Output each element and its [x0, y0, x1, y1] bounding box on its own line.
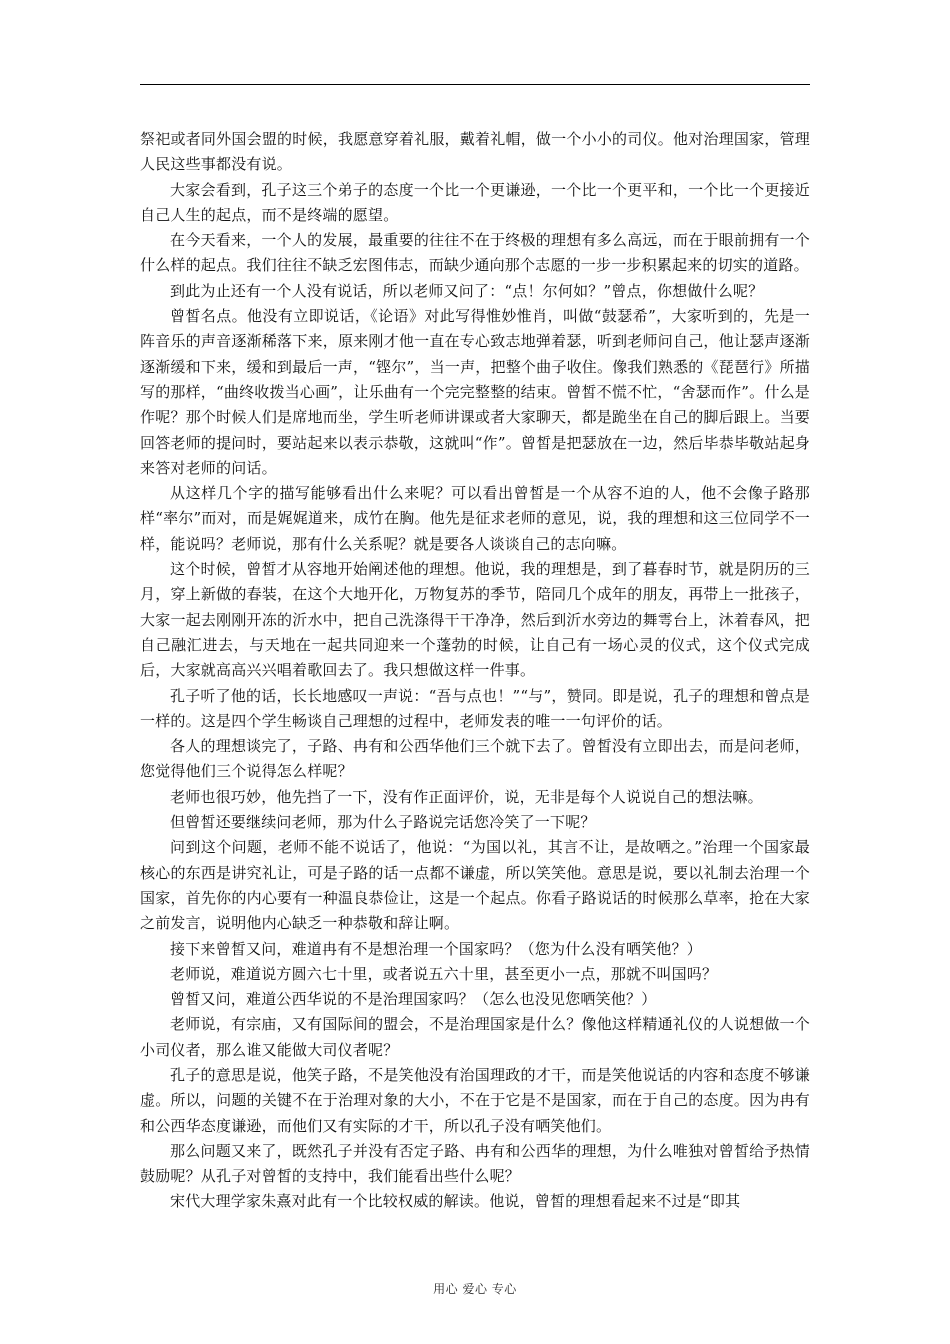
paragraph: 各人的理想谈完了，子路、冉有和公西华他们三个就下去了。曾皙没有立即出去，而是问老师，您觉得他们三个说得怎么样呢？: [140, 737, 810, 781]
document-body: [140, 127, 810, 1215]
paragraph: 孔子听了他的话，长长地感叹一声说：“吾与点也！”“与”，赞同。即是说，孔子的理想和曾点是一样的。这是四个学生畅谈自己理想的过程中，老师发表的唯一一句评价的话。: [140, 686, 810, 730]
page-footer: 用心 爱心 专心: [433, 1282, 517, 1296]
paragraph: 那么问题又来了，既然孔子并没有否定子路、冉有和公西华的理想，为什么唯独对曾皙给予热情鼓励呢？从孔子对曾皙的支持中，我们能看出些什么呢？: [140, 1141, 810, 1186]
paragraph: 老师说，难道说方圆六七十里，或者说五六十里，甚至更小一点，那就不叫国吗？: [170, 964, 718, 983]
paragraph: 曾皙名点。他没有立即说话，《论语》对此写得惟妙惟肖，叫做“鼓瑟希”，大家听到的，先是一阵音乐的声音逐渐稀落下来，原来刚才他一直在专心致志地弹着瑟，听到老师问自己，他让瑟声逐渐逐渐缓和下来，缓和到最后一声，“铿尔”，当一声，把整个曲子收住。像我们熟悉的《琵琶行》所描写的那样，“曲终收拨当心画”，让乐曲有一个完完整整的结束。曾皙不慌不忙，“舍瑟而作”。什么是作呢？那个时候人们是席地而坐，学生听老师讲课或者大家聊天，都是跪坐在自己的脚后跟上。当要回答老师的提问时，要站起来以表示恭敬，这就叫“作”。曾皙是把瑟放在一边，然后毕恭毕敬站起身来答对老师的问话。: [140, 307, 810, 477]
paragraph: 在今天看来，一个人的发展，最重要的往往不在于终极的理想有多么高远，而在于眼前拥有一个什么样的起点。我们往往不缺乏宏图伟志，而缺少通向那个志愿的一步一步积累起来的切实的道路。: [140, 231, 810, 275]
header-rule: [140, 84, 810, 85]
paragraph: 但曾皙还要继续问老师，那为什么子路说完话您冷笑了一下呢？: [170, 813, 596, 832]
paragraph: 老师也很巧妙，他先挡了一下，没有作正面评价，说，无非是每个人说说自己的想法嘛。: [170, 787, 763, 806]
paragraph: 宋代大理学家朱熹对此有一个比较权威的解读。他说，曾皙的理想看起来不过是“即其: [170, 1192, 741, 1211]
paragraph: 问到这个问题，老师不能不说话了，他说：“为国以礼，其言不让，是故哂之。”治理一个国家最核心的东西是讲究礼让，可是子路的话一点都不谦虚，所以笑笑他。意思是说，要以礼制去治理一个国家，首先你的内心要有一种温良恭俭让，这是一个起点。你看子路说话的时候那么草率，抢在大家之前发言，说明他内心缺乏一种恭敬和辞让啊。: [140, 838, 810, 933]
paragraph: 曾皙又问，难道公西华说的不是治理国家吗？（怎么也没见您哂笑他？）: [170, 990, 657, 1009]
paragraph: 祭祀或者同外国会盟的时候，我愿意穿着礼服，戴着礼帽，做一个小小的司仪。他对治理国家，管理人民这些事都没有说。: [140, 130, 810, 174]
paragraph: 从这样几个字的描写能够看出什么来呢？可以看出曾皙是一个从容不迫的人，他不会像子路那样“率尔”而对，而是娓娓道来，成竹在胸。他先是征求老师的意见，说，我的理想和这三位同学不一样，能说吗？老师说，那有什么关系呢？就是要各人谈谈自己的志向嘛。: [140, 484, 810, 553]
paragraph: 孔子的意思是说，他笑子路，不是笑他没有治国理政的才干，而是笑他说话的内容和态度不够谦虚。所以，问题的关键不在于治理对象的大小，不在于它是不是国家，而在于自己的态度。因为冉有和公西华态度谦逊，而他们又有实际的才干，所以孔子没有哂笑他们。: [140, 1065, 810, 1135]
paragraph: 大家会看到，孔子这三个弟子的态度一个比一个更谦逊，一个比一个更平和，一个比一个更接近自己人生的起点，而不是终端的愿望。: [140, 180, 810, 224]
paragraph: 老师说，有宗庙，又有国际间的盟会，不是治理国家是什么？像他这样精通礼仪的人说想做一个小司仪者，那么谁又能做大司仪者呢？: [140, 1015, 810, 1059]
paragraph: 接下来曾皙又问，难道冉有不是想治理一个国家吗？（您为什么没有哂笑他？）: [170, 939, 703, 958]
paragraph: 这个时候，曾皙才从容地开始阐述他的理想。他说，我的理想是，到了暮春时节，就是阴历的三月，穿上新做的春装，在这个大地开化，万物复苏的季节，陪同几个成年的朋友，再带上一批孩子，大家一起去刚刚开冻的沂水中，把自己洗涤得干干净净，然后到沂水旁边的舞雩台上，沐着春风，把自己融汇进去，与天地在一起共同迎来一个蓬勃的时候，让自己有一场心灵的仪式，这个仪式完成后，大家就高高兴兴唱着歌回去了。我只想做这样一件事。: [140, 560, 810, 680]
paragraph: 到此为止还有一个人没有说话，所以老师又问了：“点！尔何如？”曾点，你想做什么呢？: [170, 281, 764, 300]
